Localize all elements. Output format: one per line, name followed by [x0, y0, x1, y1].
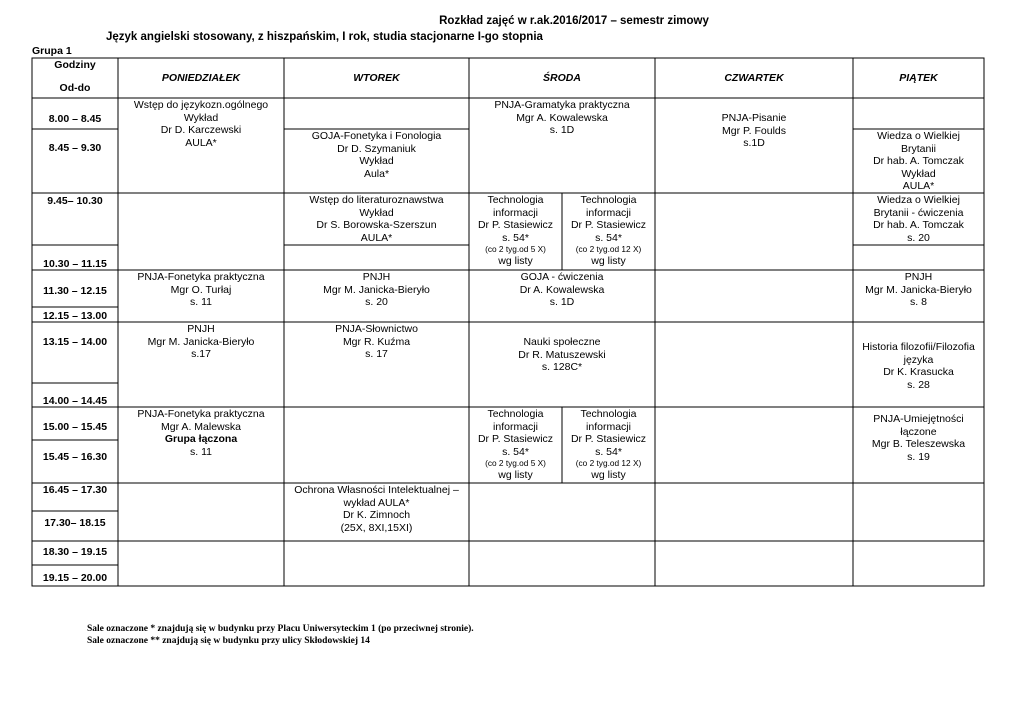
day-header-thursday: CZWARTEK	[724, 72, 784, 84]
hours-header: Godziny Od-do	[54, 59, 96, 95]
time-slot: 11.30 – 12.15	[43, 285, 107, 297]
group-label: Grupa 1	[32, 45, 72, 57]
day-header-monday: PONIEDZIAŁEK	[161, 72, 241, 84]
time-slot: 8.45 – 9.30	[48, 142, 102, 154]
day-header-friday: PIĄTEK	[899, 72, 938, 84]
class-entry: PNJA-Gramatyka praktyczna Mgr A. Kowalewska s. 1D	[494, 99, 630, 137]
class-entry: PNJH Mgr M. Janicka-Bieryło s. 20	[323, 271, 430, 309]
time-slot: 10.30 – 11.15	[43, 258, 107, 270]
time-slot: 15.00 – 15.45	[42, 421, 108, 433]
class-entry: Wiedza o Wielkiej Brytanii - ćwiczenia Dr hab. A. Tomczak s. 20	[873, 194, 964, 244]
class-entry: Wiedza o Wielkiej Brytanii Dr hab. A. Tomczak Wykład AULA*	[873, 130, 964, 193]
time-slot: 15.45 – 16.30	[42, 451, 108, 463]
day-header-wednesday: ŚRODA	[543, 72, 581, 84]
time-slot: 18.30 – 19.15	[42, 546, 108, 558]
day-header-tuesday: WTOREK	[353, 72, 400, 84]
time-slot: 14.00 – 14.45	[42, 395, 108, 407]
schedule-subtitle: Język angielski stosowany, z hiszpańskim, I rok, studia stacjonarne I-go stopnia	[106, 31, 543, 43]
time-slot: 9.45– 10.30	[47, 195, 103, 207]
class-entry: Technologia informacji Dr P. Stasiewicz s. 54* (co 2 tyg.od 12 X) wg listy	[570, 194, 647, 267]
class-entry: Technologia informacji Dr P. Stasiewicz s. 54* (co 2 tyg.od 5 X) wg listy	[477, 408, 554, 481]
footnote: Sale oznaczone * znajdują się w budynku przy Placu Uniwersyteckim 1 (po przeciwnej stronie).	[87, 624, 474, 634]
class-entry: Technologia informacji Dr P. Stasiewicz s. 54* (co 2 tyg.od 12 X) wg listy	[570, 408, 647, 481]
time-slot: 8.00 – 8.45	[48, 113, 102, 125]
class-entry: GOJA - ćwiczenia Dr A. Kowalewska s. 1D	[519, 271, 605, 309]
class-entry: Technologia informacji Dr P. Stasiewicz s. 54* (co 2 tyg.od 5 X) wg listy	[477, 194, 554, 267]
class-entry: PNJA-Umiejętności łączone Mgr B. Teleszewska s. 19	[871, 413, 966, 463]
class-entry: PNJA-Pisanie Mgr P. Foulds s.1D	[721, 112, 787, 150]
class-entry: Ochrona Własności Intelektualnej – wykład AULA* Dr K. Zimnoch (25X, 8XI,15XI)	[294, 484, 459, 534]
class-entry: PNJH Mgr M. Janicka-Bieryło s.17	[147, 323, 255, 361]
time-slot: 19.15 – 20.00	[42, 572, 108, 584]
class-entry: GOJA-Fonetyka i Fonologia Dr D. Szymaniuk Wykład Aula*	[311, 130, 442, 180]
time-slot: 12.15 – 13.00	[42, 310, 108, 322]
class-entry: Nauki społeczne Dr R. Matuszewski s. 128C*	[518, 336, 606, 374]
class-entry: Historia filozofii/Filozofia języka Dr K. Krasucka s. 28	[862, 341, 975, 391]
time-slot: 13.15 – 14.00	[42, 336, 108, 348]
time-slot: 17.30– 18.15	[44, 517, 106, 529]
class-entry: PNJA-Fonetyka praktyczna Mgr O. Turłaj s. 11	[137, 271, 265, 309]
class-entry: PNJH Mgr M. Janicka-Bieryło s. 8	[865, 271, 972, 309]
footnote: Sale oznaczone ** znajdują się w budynku przy ulicy Skłodowskiej 14	[87, 636, 370, 646]
class-entry: Wstęp do językozn.ogólnego Wykład Dr D. Karczewski AULA*	[133, 99, 269, 149]
time-slot: 16.45 – 17.30	[42, 484, 108, 496]
class-entry: PNJA-Fonetyka praktyczna Mgr A. Malewska Grupa łączona s. 11	[137, 408, 265, 458]
class-entry: Wstęp do literaturoznawstwa Wykład Dr S. Borowska-Szerszun AULA*	[309, 194, 444, 244]
schedule-title: Rozkład zajęć w r.ak.2016/2017 – semestr zimowy	[439, 15, 709, 27]
class-entry: PNJA-Słownictwo Mgr R. Kuźma s. 17	[335, 323, 418, 361]
